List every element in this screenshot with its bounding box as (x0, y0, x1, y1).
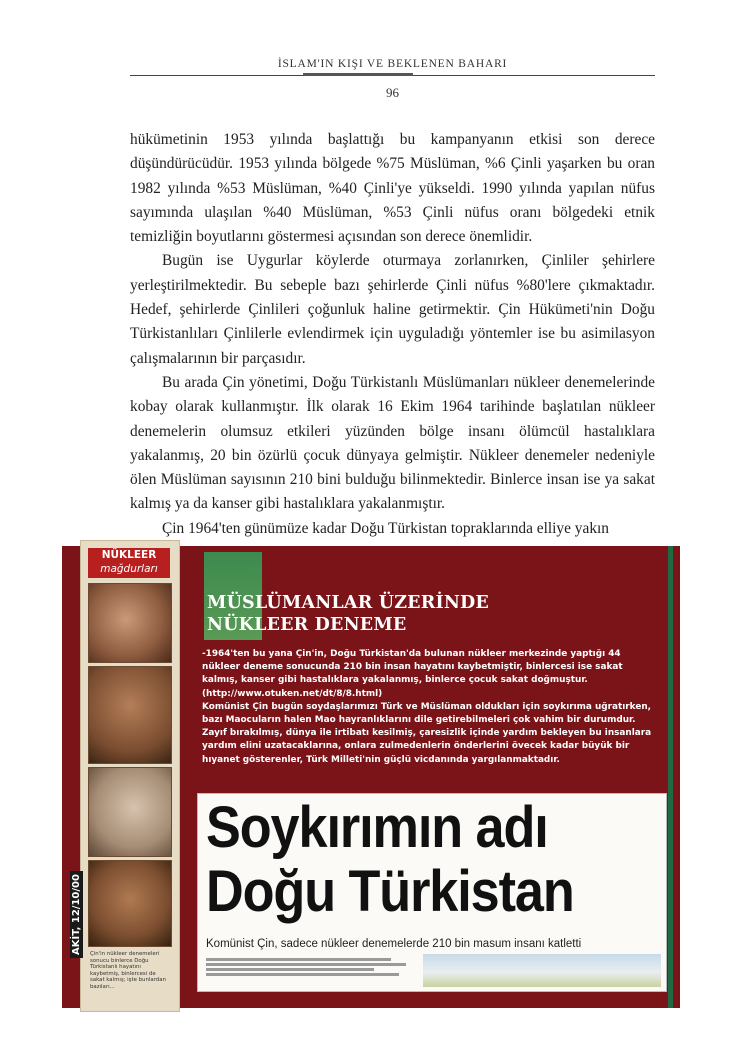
victim-photo (88, 666, 172, 764)
photo-caption: Çin'in nükleer denemeleri sonucu binlerce Doğu Türkistanlı hayatını kaybetmiş, binlercesi de sakat kalmış; işte bunlardan bazıları... (90, 951, 166, 990)
victim-photo (88, 860, 172, 947)
green-edge-line (668, 546, 673, 1008)
page-number: 96 (386, 85, 399, 100)
photo-column-label (88, 548, 170, 578)
clipping-body-text (206, 956, 416, 986)
clipping-headline-line-1: Soykırımın adı (206, 795, 548, 860)
clipping-headline-line-2: Doğu Türkistan (206, 859, 574, 924)
headline-line-1: MÜSLÜMANLAR ÜZERİNDE (207, 593, 489, 613)
header-rule-accent (303, 73, 413, 76)
victim-photo (88, 583, 172, 663)
running-head: İSLAM'IN KIŞI VE BEKLENEN BAHARI (277, 58, 508, 70)
paragraph: Bugün ise Uygurlar köylerde oturmaya zorlanırken, Çinliler şehirlere yerleştirilmektedir. Bu sebeple bazı şehirlerde Çinli nüfus %80'lere çıkmaktadır. Hedef, şehirlerde Çinlileri çoğunluk haline getirmektir. Çin Hükümeti'nin Doğu Türkistanlıları Çinlilerle evlendirmek için uyguladığı yöntemler ise bu asimilasyon çalışmalarının bir parçasıdır. (130, 252, 655, 367)
paragraph: Çin 1964'ten günümüze kadar Doğu Türkistan topraklarında elliye yakın (162, 519, 609, 537)
body-text (130, 128, 655, 541)
headline-line-2: NÜKLEER DENEME (207, 615, 407, 635)
box-headline (207, 592, 489, 636)
label-line-1: NÜKLEER (101, 549, 157, 561)
clipping-photo (423, 954, 661, 987)
paragraph: hükümetinin 1953 yılında başlattığı bu kampanyanın etkisi son derece düşündürücüdür. 1953 yılında bölgede %75 Müslüman, %6 Çinli yaşarken bu oran 1982 yılında %53 Müslüman, %40 Çinli'ye yükseldi. 1990 yılında yapılan nüfus sayımında ulaşılan %40 Müslüman, %53 Çinli nüfus oranı bölgedeki etnik temizliğin boyutlarını göstermesi açısından son derece önemlidir. (130, 131, 655, 246)
box-text (202, 648, 656, 767)
source-label: AKİT, 12/10/00 (70, 871, 83, 958)
clipping-headline (206, 796, 613, 924)
paragraph: Bu arada Çin yönetimi, Doğu Türkistanlı Müslümanları nükleer denemelerinde kobay olarak kullanmıştır. İlk olarak 16 Ekim 1964 tarihinde başlatılan nükleer denemelerin olumsuz etkileri yüzünden bölge insanı ölümcül hastalıklara yakalanmış, 20 bin özürlü çocuk dünyaya gelmiştir. Nükleer denemeler nedeniyle ölen Müslüman sayısının 210 bini bulduğu bilinmektedir. Binlerce insan ise ya sakat kalmış ya da kanser gibi hastalıklara yakalanmıştır. (130, 373, 655, 513)
box-paragraph: Komünist Çin bugün soydaşlarımızı Türk ve Müslüman oldukları için soykırıma uğratırken, bazı Maocuların halen Mao hayranlıklarını dile getirebilmeleri çok vahim bir durumdur. Zayıf bırakılmış, dünya ile irtibatı kesilmiş, çaresizlik içinde yardım bekleyen bu insanlara yardım elini uzatacaklarına, onlara zulmedenlerin önderlerini övecek kadar büyük bir hıyanet gösterenler, Türk Milleti'nin güçlü vicdanında yargılanmaktadır. (202, 701, 652, 765)
box-paragraph: -1964'ten bu yana Çin'in, Doğu Türkistan'da bulunan nükleer merkezinde yaptığı 44 nükleer deneme sonucunda 210 bin insan hayatını kaybetmiştir, binlercesi ise sakat kalmış, kanser gibi hastalıklara yakalanmış, binlerce çocuk sakat doğmuştur. (http://www.otuken.net/dt/8/8.html) (202, 649, 623, 699)
victim-photo (88, 767, 172, 857)
clipping-subtitle: Komünist Çin, sadece nükleer denemelerde 210 bin masum insanı katletti (206, 938, 582, 950)
label-line-2: mağdurları (100, 563, 158, 575)
